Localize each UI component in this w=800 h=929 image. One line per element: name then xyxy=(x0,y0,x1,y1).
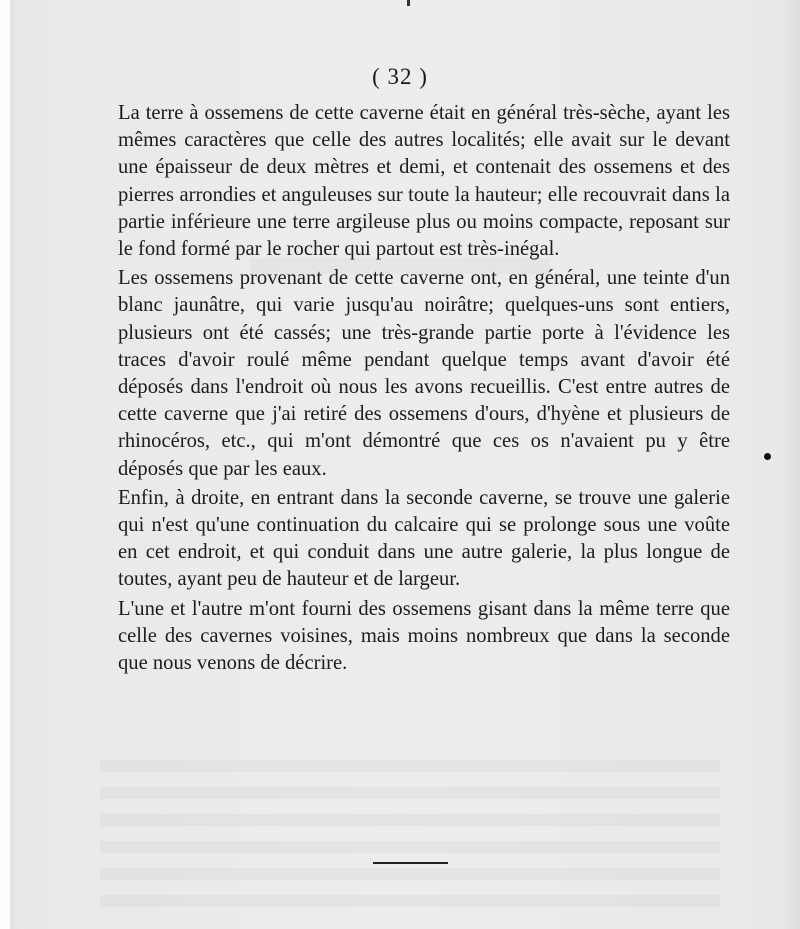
paragraph: Enfin, à droite, en entrant dans la seconde caverne, se trouve une galerie qui n'est qu'une continuation du calcaire qui se prolonge sous une voûte en cet endroit, et qui conduit dans une autre galerie, la plus longue de toutes, ayant peu de hauteur et de largeur. xyxy=(118,486,730,591)
ink-spot xyxy=(764,453,771,460)
page-number: ( 32 ) xyxy=(372,64,428,89)
section-rule xyxy=(373,862,448,864)
paragraph: L'une et l'autre m'ont fourni des ossemens gisant dans la même terre que celle des cavernes voisines, mais moins nombreux que dans la seconde que nous venons de décrire. xyxy=(118,597,730,675)
paragraph: La terre à ossemens de cette caverne était en général très-sèche, ayant les mêmes caractères que celle des autres localités; elle avait sur le devant une épaisseur de deux mètres et demi, et contenait des ossemens et des pierres arrondies et anguleuses sur toute la hauteur; elle recouvrait dans la partie inférieure une terre argileuse plus ou moins compacte, reposant sur le fond formé par le rocher qui partout est très-inégal. xyxy=(118,102,730,261)
bleed-through xyxy=(100,760,720,910)
top-mark xyxy=(407,0,410,6)
paragraph: Les ossemens provenant de cette caverne ont, en général, une teinte d'un blanc jaunâtre, qui varie jusqu'au noirâtre; quelques-uns sont entiers, plusieurs ont été cassés; une très-grande partie porte à l'évidence les traces d'avoir roulé même pendant quelque temps avant d'avoir été déposés dans l'endroit où nous les avons recueillis. C'est entre autres de cette caverne que j'ai retiré des ossemens d'ours, d'hyène et plusieurs de rhinocéros, etc., qui m'ont démontré que ces os n'avaient pu y être déposés que par les eaux. xyxy=(118,267,730,480)
page-margin-strip xyxy=(0,0,10,929)
body-text xyxy=(118,100,730,677)
